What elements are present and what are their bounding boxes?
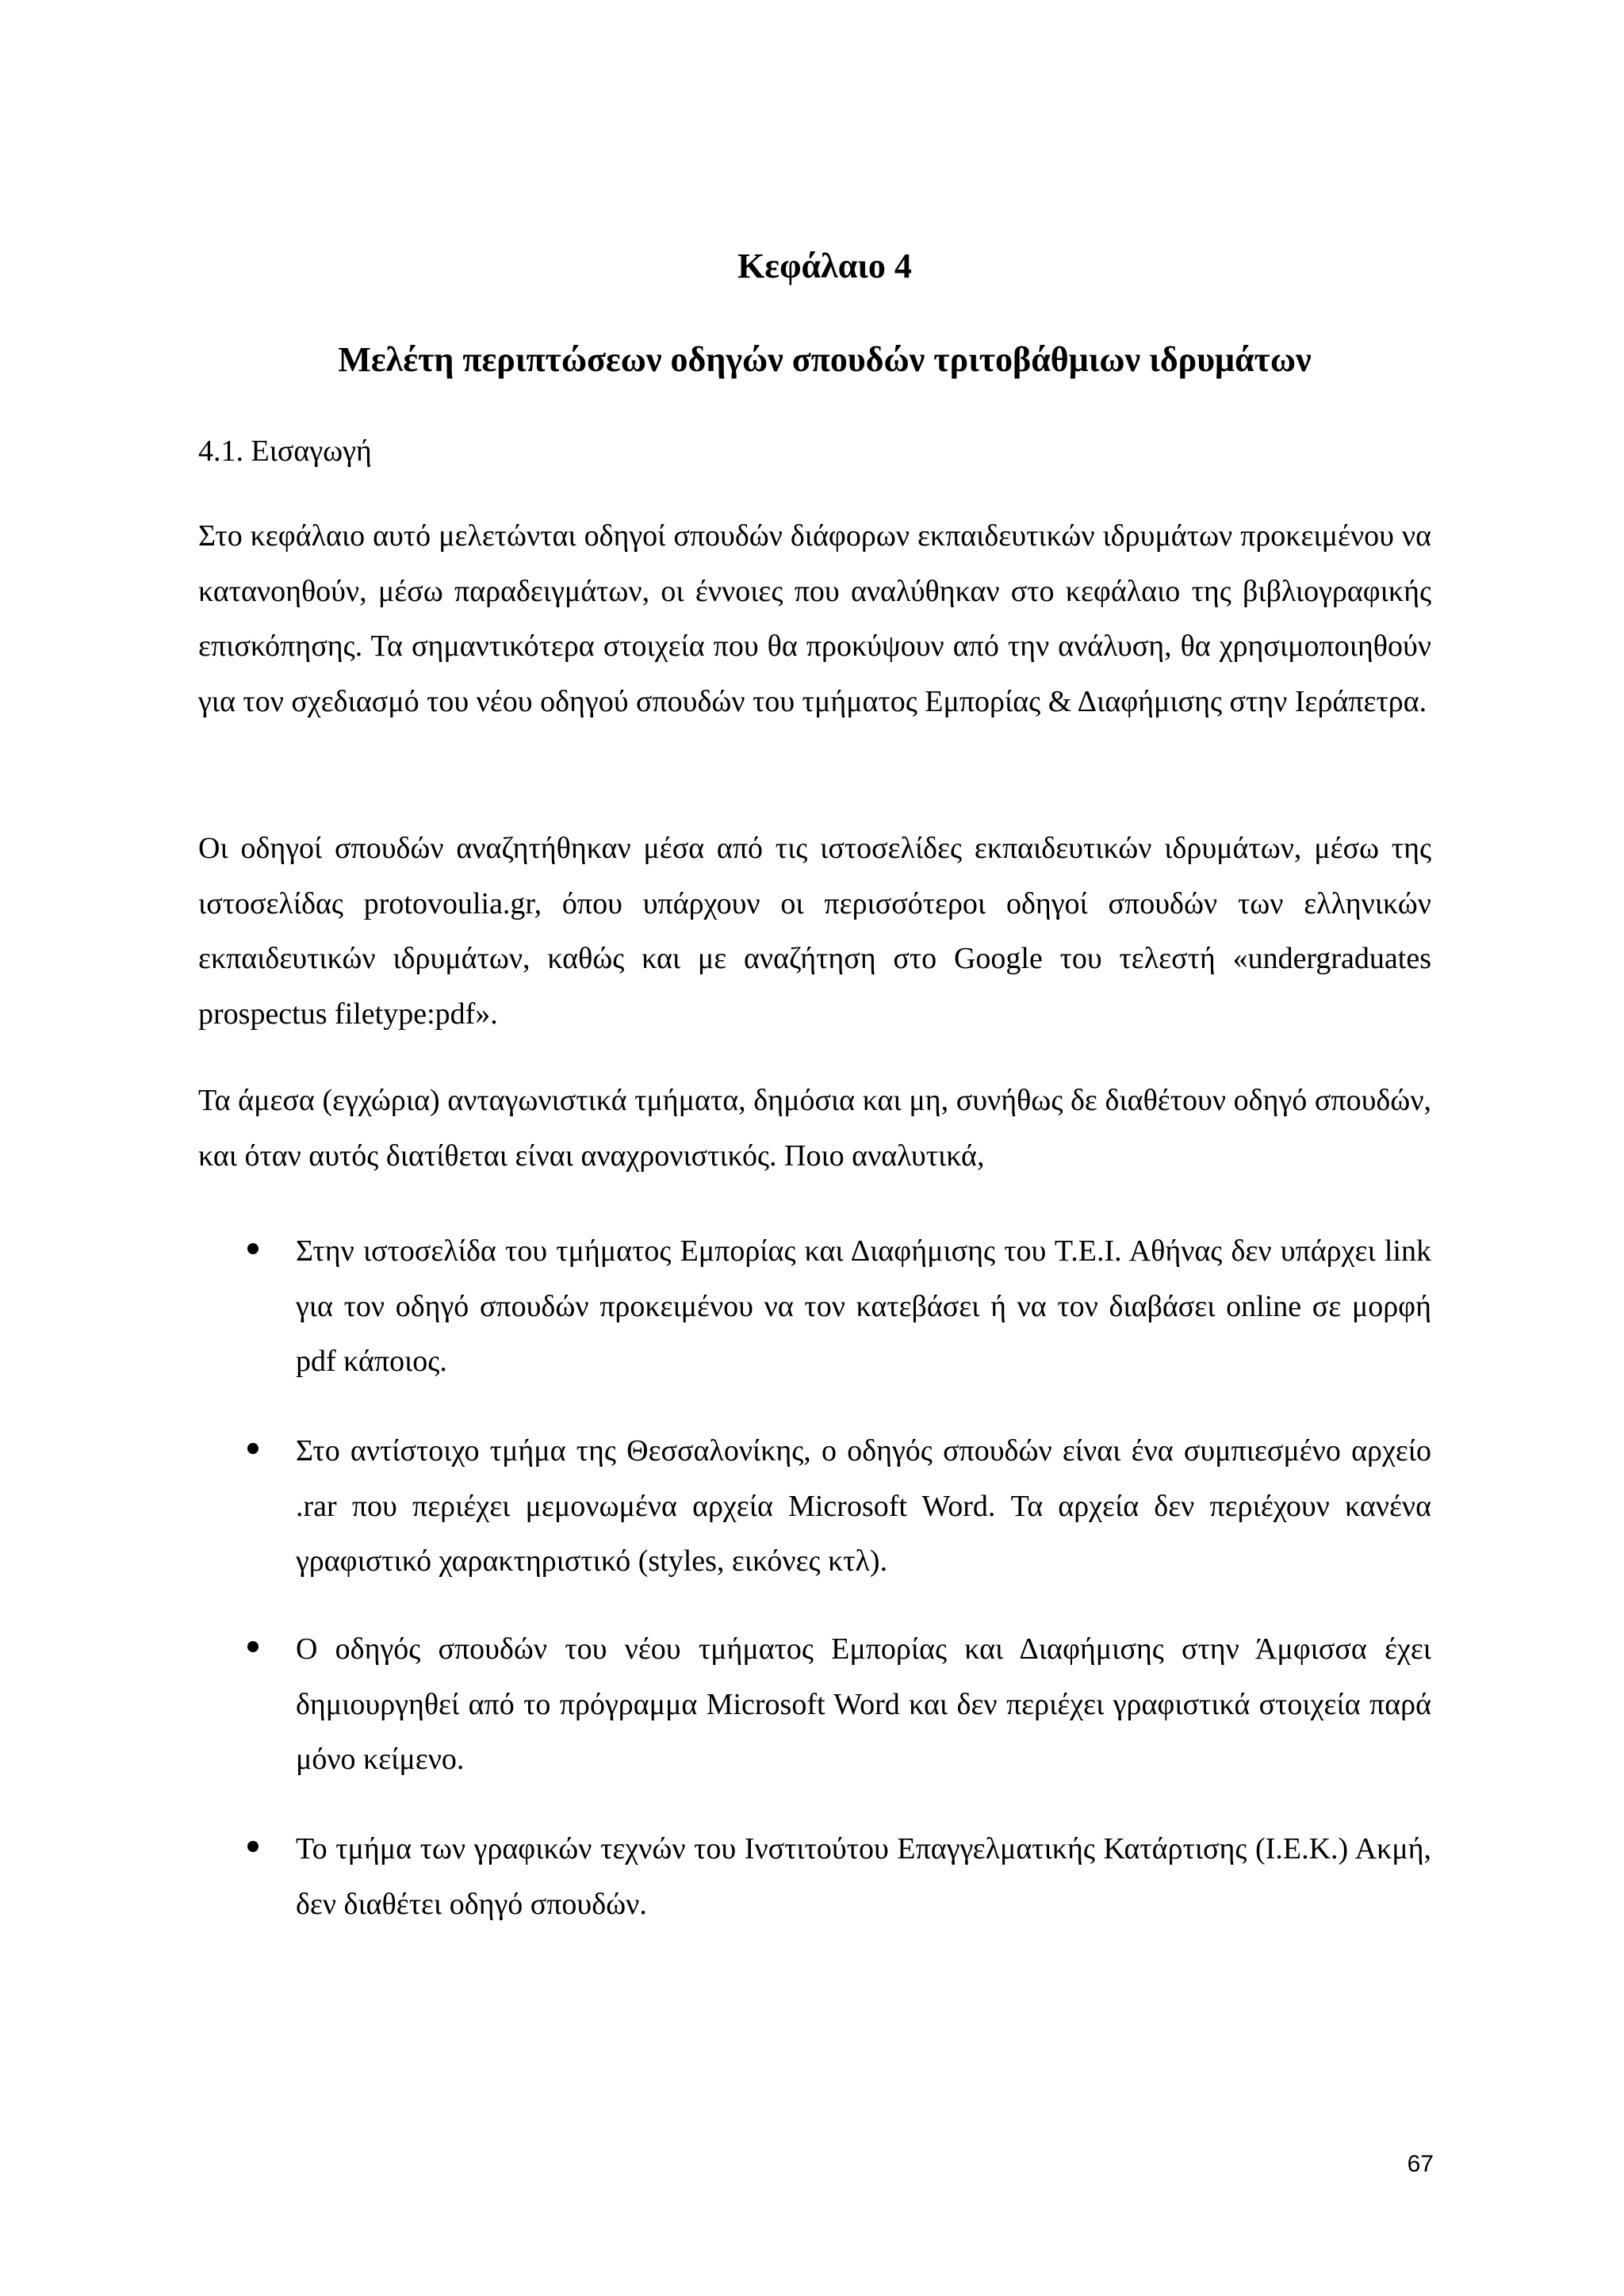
list-item-text: Το τμήμα των γραφικών τεχνών του Ινστιτούτου Επαγγελματικής Κατάρτισης (Ι.Ε.Κ.) Ακμή, δεν διαθέτει οδηγό σπουδών. (296, 1832, 1431, 1921)
list-item-text: Στο αντίστοιχο τμήμα της Θεσσαλονίκης, ο οδηγός σπουδών είναι ένα συμπιεσμένο αρχείο .rar που περιέχει μεμονωμένα αρχεία Microsoft Word. Τα αρχεία δεν περιέχουν κανένα γραφιστικό χαρακτηριστικό (styles, εικόνες κτλ). (296, 1434, 1431, 1578)
list-item-text: Στην ιστοσελίδα του τμήματος Εμπορίας και Διαφήμισης του Τ.Ε.Ι. Αθήνας δεν υπάρχει link για τον οδηγό σπουδών προκειμένου να τον κατεβάσει ή να τον διαβάσει online σε μορφή pdf κάποιος. (296, 1234, 1431, 1378)
paragraph-search-method: Οι οδηγοί σπουδών αναζητήθηκαν μέσα από τις ιστοσελίδες εκπαιδευτικών ιδρυμάτων, μέσω της ιστοσελίδας protovoulia.gr, όπου υπάρχουν οι περισσότεροι οδηγοί σπουδών των ελληνικών εκπαιδευτικών ιδρυμάτων, καθώς και με αναζήτηση στο Google του τελεστή «undergraduates prospectus filetype:pdf». (198, 832, 1431, 1031)
bullet-icon (247, 1841, 259, 1852)
paragraph-intro: Στο κεφάλαιο αυτό μελετώνται οδηγοί σπουδών διάφορων εκπαιδευτικών ιδρυμάτων προκειμένου να κατανοηθούν, μέσω παραδειγμάτων, οι έννοιες που αναλύθηκαν στο κεφάλαιο της βιβλιογραφικής επισκόπησης. Τα σημαντικότερα στοιχεία που θα προκύψουν από την ανάλυση, θα χρησιμοποιηθούν για τον σχεδιασμό του νέου οδηγού σπουδών του τμήματος Εμπορίας & Διαφήμισης στην Ιεράπετρα. (198, 519, 1431, 718)
list-item-text: Ο οδηγός σπουδών του νέου τμήματος Εμπορίας και Διαφήμισης στην Άμφισσα έχει δημιουργηθεί από το πρόγραμμα Microsoft Word και δεν περιέχει γραφιστικά στοιχεία παρά μόνο κείμενο. (296, 1632, 1431, 1776)
bullet-icon (247, 1443, 259, 1454)
bullet-icon (247, 1641, 259, 1652)
page-number: 67 (1407, 2151, 1434, 2177)
section-heading: 4.1. Εισαγωγή (198, 434, 372, 468)
paragraph-competitors: Τα άμεσα (εγχώρια) ανταγωνιστικά τμήματα, δημόσια και μη, συνήθως δε διαθέτουν οδηγό σπουδών, και όταν αυτός διατίθεται είναι αναχρονιστικός. Ποιο αναλυτικά, (198, 1084, 1431, 1173)
chapter-title: Μελέτη περιπτώσεων οδηγών σπουδών τριτοβάθμιων ιδρυμάτων (338, 340, 1312, 379)
chapter-label: Κεφάλαιο 4 (737, 247, 912, 285)
bullet-icon (247, 1243, 259, 1254)
